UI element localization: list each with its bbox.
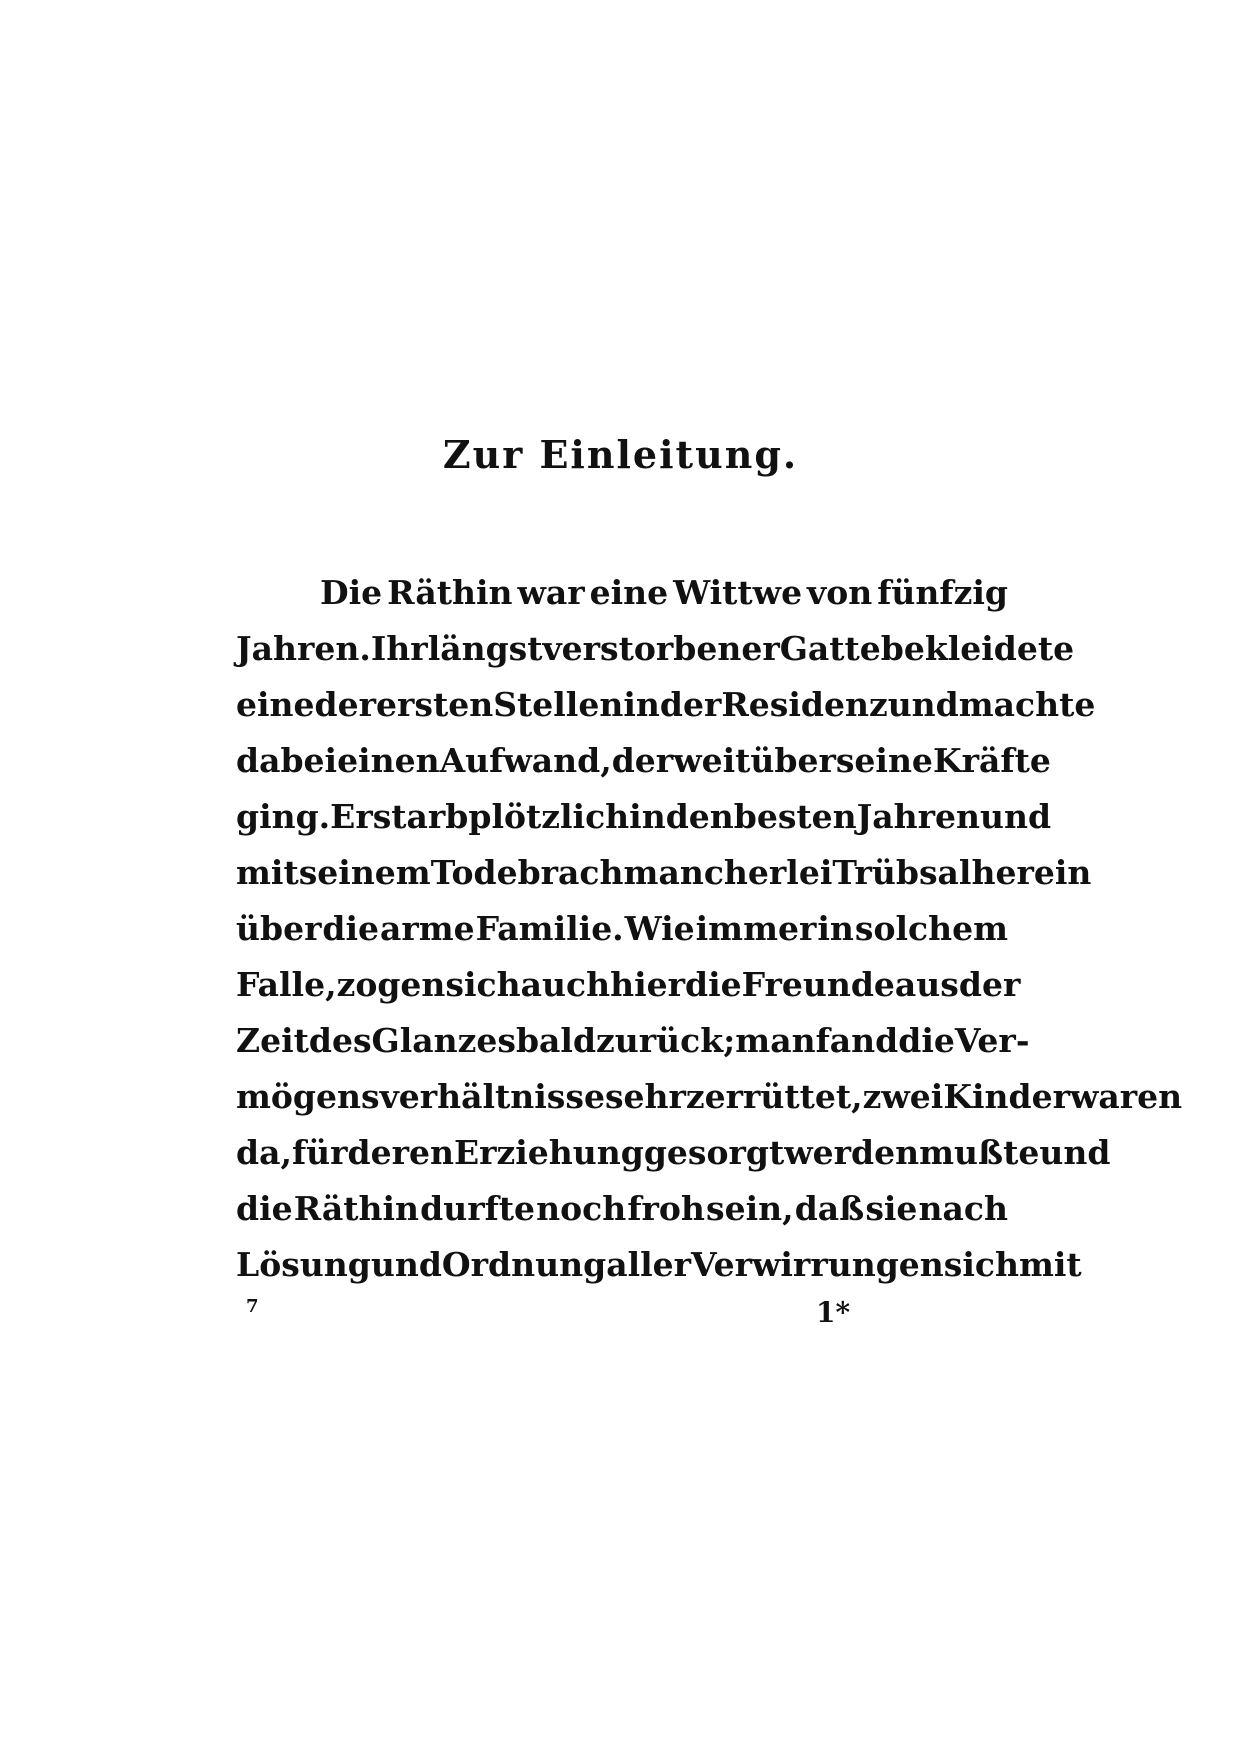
word: die	[685, 965, 742, 1004]
word: sehr	[604, 1077, 686, 1116]
word: mögensverhältnisse	[236, 1077, 605, 1116]
word: deren	[347, 1133, 454, 1172]
word: über	[750, 741, 836, 780]
word: Residenz	[721, 685, 888, 724]
word: und	[370, 1245, 442, 1284]
word: arme	[380, 909, 475, 948]
word: Räthin	[387, 573, 513, 612]
word: Zeit	[236, 1021, 309, 1060]
word: froh	[627, 1189, 705, 1228]
word: Erziehung	[453, 1133, 644, 1172]
word: längst	[427, 629, 543, 668]
word: zerrüttet,	[685, 1077, 863, 1116]
word: Trübsal	[832, 853, 972, 892]
word: mußte	[919, 1133, 1040, 1172]
word: in	[623, 685, 660, 724]
word: sich	[445, 965, 521, 1004]
word: durfte	[420, 1189, 536, 1228]
word: man	[735, 1021, 816, 1060]
word: immer	[695, 909, 817, 948]
word: der	[611, 741, 674, 780]
word: der	[958, 965, 1021, 1004]
word: Kinder	[943, 1077, 1070, 1116]
word: Er	[330, 797, 373, 836]
word: solchem	[854, 909, 1008, 948]
word: die	[322, 909, 380, 948]
text-line	[236, 621, 1075, 677]
word: zogen	[336, 965, 446, 1004]
text-line	[236, 677, 1096, 733]
page-signature: 1*	[816, 1296, 851, 1329]
word: weit	[673, 741, 751, 780]
word: daß	[794, 1189, 865, 1228]
word: die	[898, 1021, 955, 1060]
word: herein	[971, 853, 1092, 892]
word: ging.	[236, 797, 331, 836]
word: Ihr	[370, 629, 428, 668]
word: gesorgt	[643, 1133, 785, 1172]
word: Ver-	[954, 1021, 1030, 1060]
body-text	[236, 565, 1183, 1293]
text-line	[236, 733, 1051, 789]
word: in	[629, 797, 666, 836]
word: dabei	[236, 741, 338, 780]
text-line	[236, 845, 1092, 901]
word: und	[980, 797, 1052, 836]
word: starb	[372, 797, 469, 836]
text-line	[236, 1125, 1111, 1181]
word: Stellen	[493, 685, 624, 724]
word: Falle,	[236, 965, 337, 1004]
word: Wittwe	[673, 573, 803, 612]
word: in	[817, 909, 854, 948]
word: werden	[784, 1133, 920, 1172]
word: mancherlei	[623, 853, 833, 892]
text-line	[236, 1237, 1082, 1293]
word: mit	[236, 853, 299, 892]
word: zwei	[862, 1077, 944, 1116]
word: waren	[1070, 1077, 1183, 1116]
signature-mark: 7	[246, 1296, 259, 1317]
word: und	[887, 685, 959, 724]
word: für	[291, 1133, 348, 1172]
word: über	[236, 909, 322, 948]
word: einen	[337, 741, 440, 780]
word: nach	[918, 1189, 1008, 1228]
text-line	[236, 789, 1052, 845]
word: des	[308, 1021, 372, 1060]
word: eine	[589, 573, 669, 612]
word: auch	[520, 965, 611, 1004]
word: seine	[835, 741, 933, 780]
word: seinem	[298, 853, 431, 892]
word: plötzlich	[468, 797, 630, 836]
word: der	[659, 685, 722, 724]
word: Wie	[624, 909, 695, 948]
text-line	[236, 957, 1021, 1013]
text-line	[236, 565, 1008, 621]
word: Aufwand,	[439, 741, 612, 780]
word: Gatte	[779, 629, 881, 668]
word: aller	[606, 1245, 692, 1284]
word: zurück;	[596, 1021, 736, 1060]
text-line	[236, 1069, 1183, 1125]
word: mit	[1018, 1245, 1082, 1284]
word: verstorbener	[542, 629, 780, 668]
chapter-heading: Zur Einleitung.	[442, 432, 799, 477]
word: Jahren	[856, 797, 981, 836]
text-line	[236, 901, 1008, 957]
word: Verwirrungen	[691, 1245, 944, 1284]
word: hier	[610, 965, 685, 1004]
word: war	[517, 573, 585, 612]
word: Lösung	[236, 1245, 371, 1284]
word: und	[1039, 1133, 1111, 1172]
word: noch	[536, 1189, 627, 1228]
word: da,	[236, 1133, 292, 1172]
word: Glanzes	[371, 1021, 516, 1060]
text-line	[236, 1013, 1030, 1069]
word: sich	[943, 1245, 1019, 1284]
word: Ordnung	[441, 1245, 607, 1284]
word: Freunde	[741, 965, 895, 1004]
word: aus	[894, 965, 959, 1004]
word: Tode	[430, 853, 518, 892]
word: Räthin	[293, 1189, 420, 1228]
word: bald	[515, 1021, 597, 1060]
word: fand	[815, 1021, 899, 1060]
word: die	[236, 1189, 293, 1228]
word: besten	[733, 797, 857, 836]
word: sie	[865, 1189, 918, 1228]
word: sein,	[706, 1189, 794, 1228]
word: bekleidete	[880, 629, 1075, 668]
word: Jahren.	[236, 629, 371, 668]
word: eine	[236, 685, 315, 724]
word: Die	[320, 573, 383, 612]
word: fünfzig	[877, 573, 1008, 612]
word: von	[807, 573, 873, 612]
word: den	[665, 797, 734, 836]
page-footer	[236, 1296, 1008, 1336]
word: Kräfte	[932, 741, 1051, 780]
word: ersten	[376, 685, 494, 724]
word: Familie.	[475, 909, 624, 948]
word: machte	[958, 685, 1096, 724]
word: der	[314, 685, 376, 724]
word: brach	[517, 853, 624, 892]
text-line	[236, 1181, 1008, 1237]
